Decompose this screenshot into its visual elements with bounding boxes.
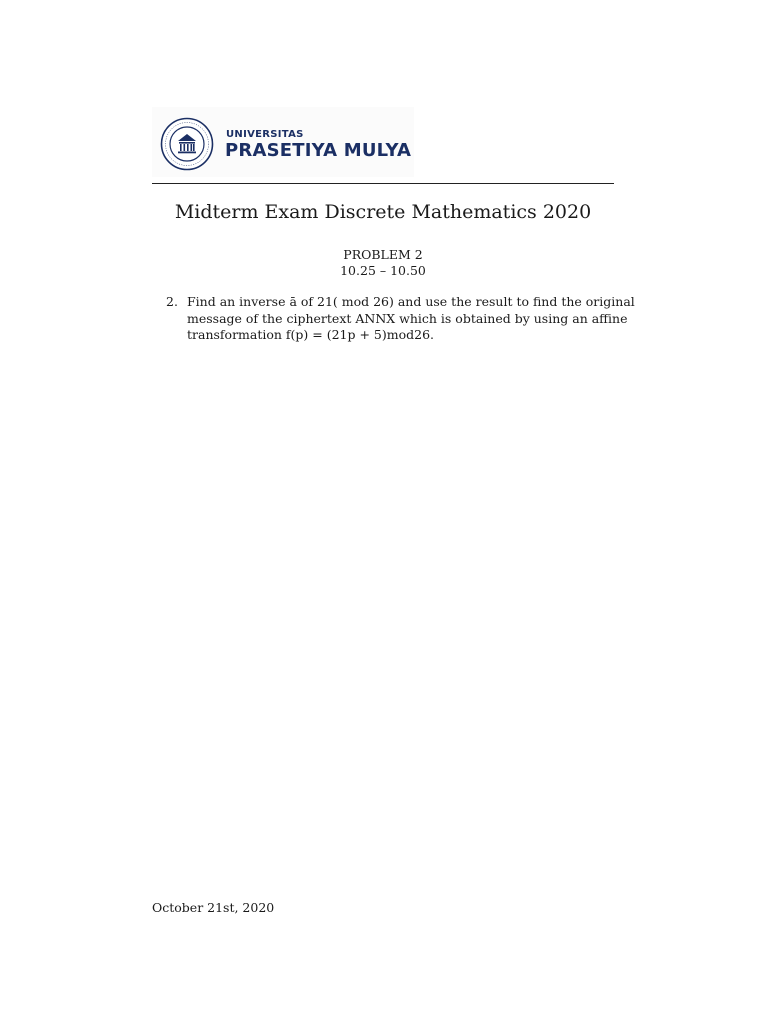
problem-time: 10.25 – 10.50 <box>340 263 426 278</box>
exam-date: October 21st, 2020 <box>152 900 275 915</box>
question-line-2: message of the ciphertext ANNX which is obtained by using an affine <box>187 310 628 326</box>
page-title: Midterm Exam Discrete Mathematics 2020 <box>174 201 592 223</box>
problem-label: PROBLEM 2 <box>343 247 423 262</box>
logo-text-name: PRASETIYA MULYA <box>225 140 412 161</box>
question-line-3: transformation f(p) = (21p + 5)mod26. <box>187 327 435 342</box>
question-text <box>187 294 635 344</box>
logo-text-universitas: UNIVERSITAS <box>226 129 304 140</box>
header-divider <box>152 183 614 184</box>
university-seal-icon <box>160 117 214 171</box>
university-logo <box>152 107 414 177</box>
question-line-1: Find an inverse ā of 21( mod 26) and use the result to find the original <box>187 294 635 309</box>
question-number: 2. <box>166 294 178 309</box>
